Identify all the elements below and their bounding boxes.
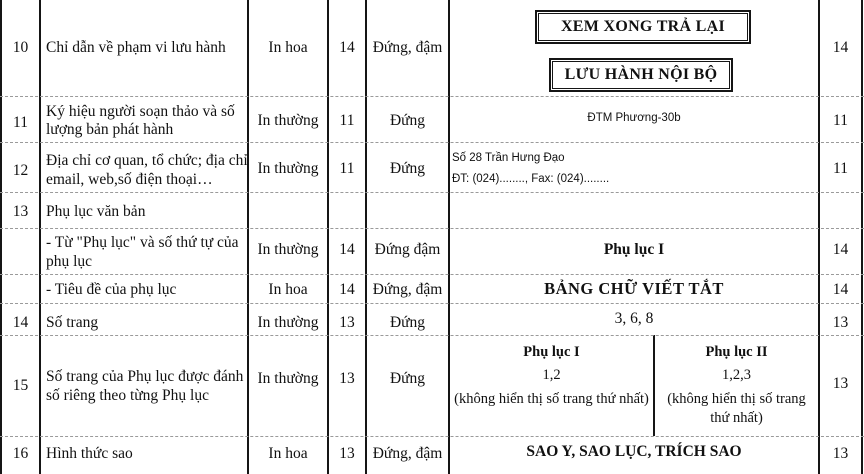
sample-size: 13	[832, 375, 849, 392]
element-name-line-2: phụ lục	[46, 253, 93, 270]
row-border	[0, 192, 864, 193]
sample-size: 14	[832, 281, 849, 298]
sample-size: 13	[832, 314, 849, 331]
appendix-2-pages: 1,2,3	[722, 367, 751, 383]
font-style: Đứng	[389, 160, 426, 177]
stamp-text-internal: LƯU HÀNH NỘI BỘ	[564, 66, 718, 83]
element-name-line-1: Địa chỉ cơ quan, tổ chức; địa chỉ	[46, 152, 248, 169]
sample-size: 13	[832, 445, 849, 462]
font-style: Đứng đậm	[374, 241, 441, 258]
row-border	[0, 303, 864, 304]
row-border	[0, 96, 864, 97]
sample-size: 11	[833, 160, 848, 177]
font-style: Đứng	[389, 370, 426, 387]
col-border-2	[247, 0, 249, 474]
font-size: 14	[339, 241, 355, 258]
font-case: In thường	[257, 112, 319, 129]
font-style: Đứng, đậm	[372, 39, 443, 56]
font-style: Đứng	[389, 112, 426, 129]
row-border	[0, 142, 864, 143]
font-case: In thường	[257, 314, 319, 331]
sample-size: 14	[832, 241, 849, 258]
font-size: 11	[339, 160, 355, 177]
example-text: ĐTM Phương-30b	[587, 112, 681, 124]
appendix-2-note-line-1: (không hiển thị số trang	[667, 391, 806, 407]
example-appendix-title: Phụ lục I	[603, 241, 665, 258]
font-case: In thường	[257, 370, 319, 387]
element-name-line-1: Ký hiệu người soạn thảo và số	[46, 103, 235, 120]
font-case: In hoa	[268, 39, 308, 56]
stamp-box-internal	[549, 58, 733, 92]
element-name-line-2: email, web,số điện thoại…	[46, 171, 213, 188]
appendix-2-title: Phụ lục II	[705, 344, 768, 360]
col-border-6	[818, 0, 820, 474]
row-number: 16	[12, 445, 29, 462]
row-number: 13	[12, 203, 29, 220]
font-size: 13	[339, 445, 355, 462]
appendix-1-note: (không hiển thị số trang thứ nhất)	[454, 391, 649, 407]
font-case: In thường	[257, 160, 319, 177]
element-name-line-1: - Từ "Phụ lục" và số thứ tự của	[46, 234, 239, 251]
element-name-line-2: số riêng theo từng Phụ lục	[46, 387, 209, 404]
appendix-1-pages: 1,2	[542, 367, 561, 383]
row-border	[0, 436, 864, 437]
example-appendix-heading: BẢNG CHỮ VIẾT TẮT	[544, 279, 724, 298]
row-number: 10	[12, 39, 29, 56]
element-name: Phụ lục văn bản	[46, 203, 146, 220]
row-border	[0, 274, 864, 275]
appendix-1-title: Phụ lục I	[523, 344, 580, 360]
font-size: 14	[339, 39, 355, 56]
example-address: Số 28 Trần Hưng Đạo	[452, 152, 565, 164]
col-border-1	[39, 0, 41, 474]
row-number: 12	[12, 162, 29, 179]
example-page-numbers: 3, 6, 8	[614, 310, 654, 327]
font-size: 13	[339, 370, 355, 387]
font-size: 13	[339, 314, 355, 331]
font-case: In hoa	[268, 281, 308, 298]
sample-size: 11	[833, 112, 848, 129]
font-style: Đứng, đậm	[372, 281, 443, 298]
row-number: 11	[13, 114, 28, 131]
row-number: 14	[12, 314, 29, 331]
row-border	[0, 228, 864, 229]
col-border-7	[861, 0, 863, 474]
font-case: In thường	[257, 241, 319, 258]
row-number: 15	[12, 377, 29, 394]
example-phone-fax: ĐT: (024)........, Fax: (024)........	[452, 173, 610, 185]
col-border-0	[0, 0, 2, 474]
element-name: Hình thức sao	[46, 445, 133, 462]
element-name-line-2: lượng bản phát hành	[46, 121, 174, 138]
example-copy-type: SAO Y, SAO LỤC, TRÍCH SAO	[526, 443, 742, 460]
row-border	[0, 335, 864, 336]
stamp-text-return: XEM XONG TRẢ LẠI	[560, 18, 726, 35]
font-style: Đứng	[389, 314, 426, 331]
font-size: 14	[339, 281, 355, 298]
appendix-2-note-line-2: thứ nhất)	[710, 410, 763, 426]
stamp-box-return	[535, 10, 751, 44]
element-name: Số trang	[46, 314, 99, 331]
sample-size: 14	[832, 39, 849, 56]
font-case: In hoa	[268, 445, 308, 462]
font-style: Đứng, đậm	[372, 445, 443, 462]
element-name: - Tiêu đề của phụ lục	[46, 281, 177, 298]
element-name: Chỉ dẫn về phạm vi lưu hành	[46, 39, 226, 56]
col-border-4	[365, 0, 367, 474]
element-name-line-1: Số trang của Phụ lục được đánh	[46, 368, 244, 385]
font-size: 11	[339, 112, 355, 129]
col-border-3	[327, 0, 329, 474]
